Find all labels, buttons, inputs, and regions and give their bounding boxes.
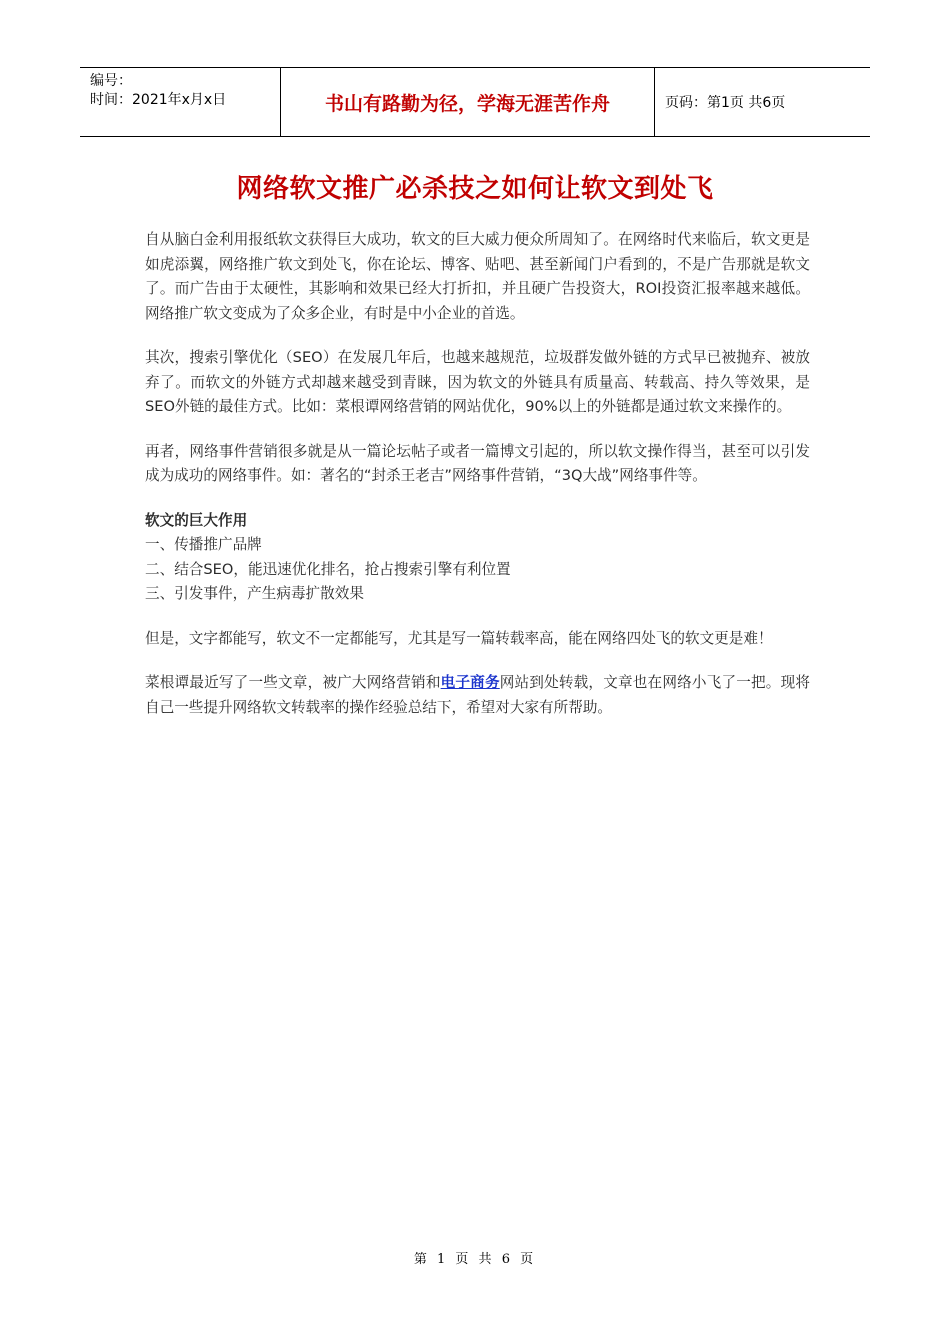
paragraph-with-link (145, 671, 810, 720)
benefits-list (145, 509, 810, 607)
list-item: 三、引发事件，产生病毒扩散效果 (145, 585, 364, 602)
time-label: 时间：2021年x月x日 (90, 92, 227, 108)
document-title: 网络软文推广必杀技之如何让软文到处飞 (236, 174, 714, 204)
paragraph: 再者，网络事件营销很多就是从一篇论坛帖子或者一篇博文引起的，所以软文操作得当，甚至可以引发成为成功的网络事件。如：著名的“封杀王老吉”网络事件营销，“3Q大战”网络事件等。 (145, 442, 810, 484)
list-item: 一、传播推广品牌 (145, 536, 262, 553)
paragraph-text-after-link: 网站到处转载，文章也在网络小飞了一把。现将自己一些提升网络软文转载率的操作经验总结下，希望对大家有所帮助。 (145, 674, 810, 716)
number-label: 编号： (90, 73, 132, 89)
header-motto: 书山有路勤为径，学海无涯苦作舟 (281, 68, 655, 136)
header-meta (80, 68, 281, 136)
ecommerce-link[interactable]: 电子商务 (440, 674, 500, 691)
page-footer: 第 1 页 共 6 页 (413, 1252, 537, 1267)
paragraph: 其次，搜索引擎优化（SEO）在发展几年后，也越来越规范，垃圾群发做外链的方式早已被抛弃、被放弃了。而软文的外链方式却越来越受到青睐，因为软文的外链具有质量高、转载高、持久等效果，是SEO外链的最佳方式。比如：菜根谭网络营销的网站优化，90%以上的外链都是通过软文来操作的。 (145, 349, 810, 415)
document-body (145, 228, 810, 740)
paragraph: 但是，文字都能写，软文不一定都能写，尤其是写一篇转载率高，能在网络四处飞的软文更是难！ (145, 629, 773, 647)
paragraph-text-before-link: 菜根谭最近写了一些文章，被广大网络营销和 (145, 674, 441, 691)
document-header (80, 67, 870, 137)
header-page-label: 页码：第1页 共6页 (665, 95, 786, 111)
paragraph: 自从脑白金利用报纸软文获得巨大成功，软文的巨大威力便众所周知了。在网络时代来临后，软文更是如虎添翼，网络推广软文到处飞，你在论坛、博客、贴吧、甚至新闻门户看到的，不是广告那就是软文了。而广告由于太硬性，其影响和效果已经大打折扣，并且硬广告投资大，ROI投资汇报率越来越低。网络推广软文变成为了众多企业，有时是中小企业的首选。 (145, 231, 810, 322)
list-heading: 软文的巨大作用 (145, 511, 248, 529)
list-item: 二、结合SEO，能迅速优化排名，抢占搜索引擎有利位置 (145, 560, 511, 578)
